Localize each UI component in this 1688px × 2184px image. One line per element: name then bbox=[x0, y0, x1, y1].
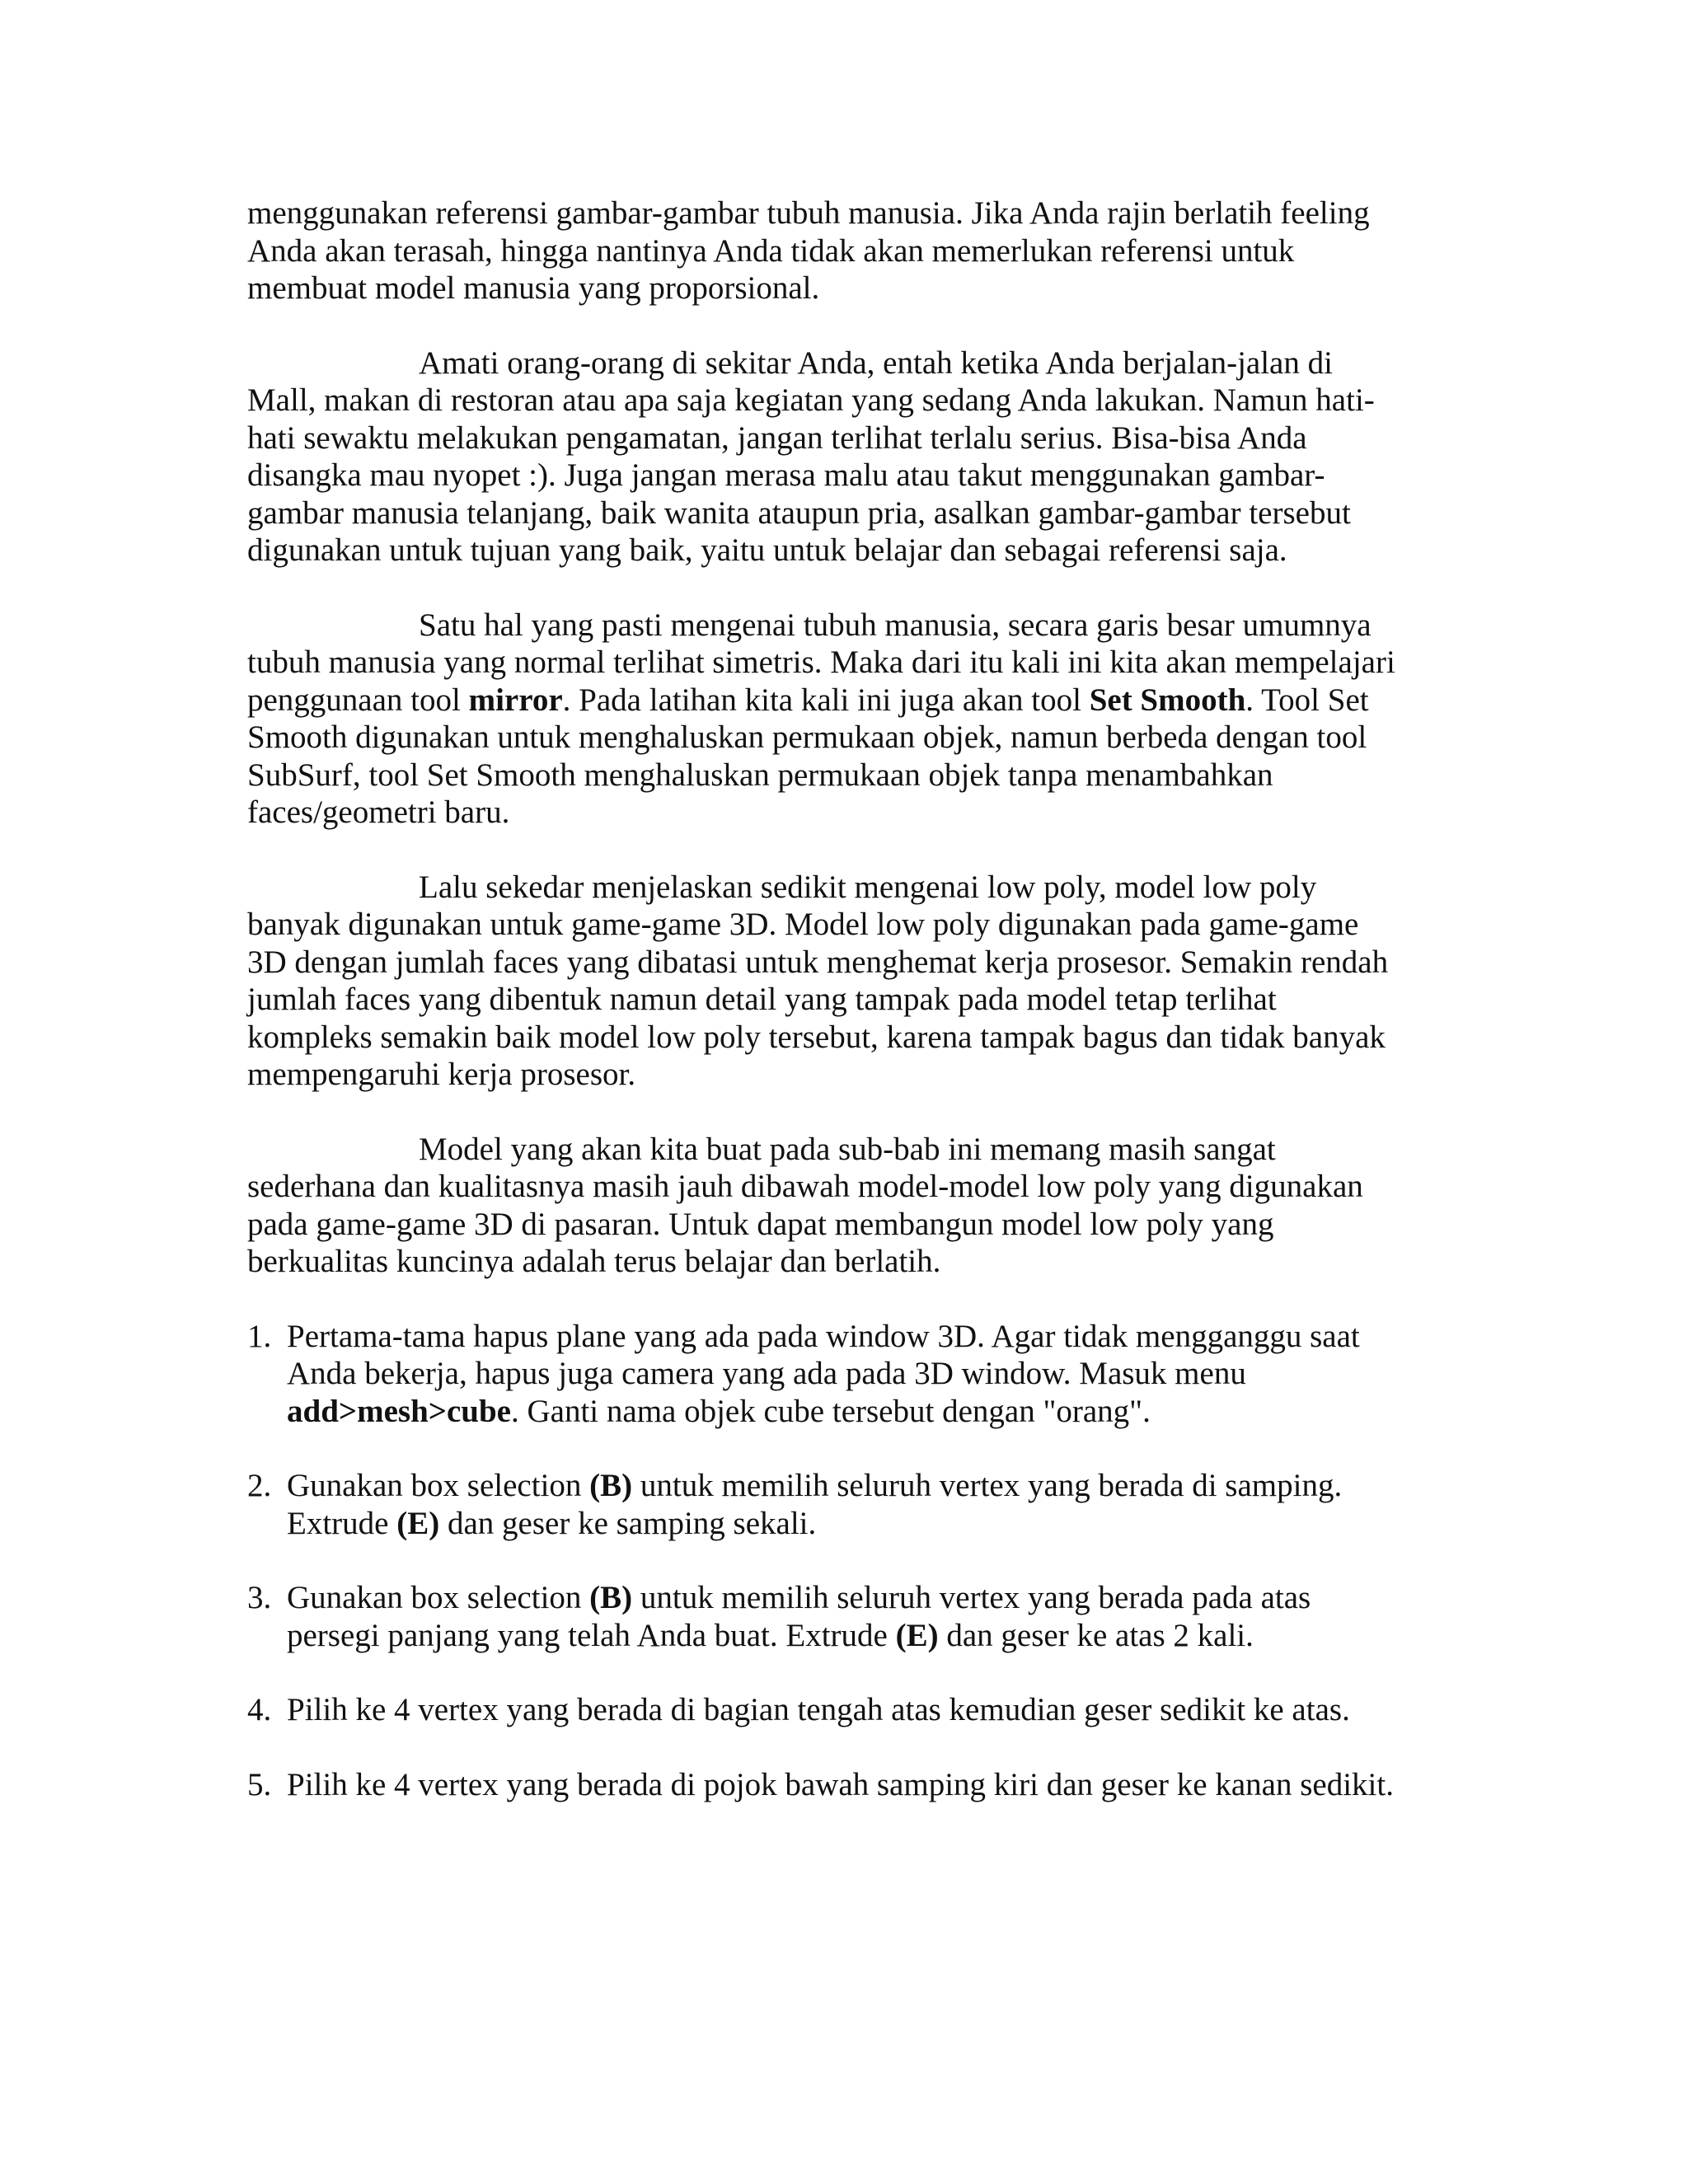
text-line: mempengaruhi kerja prosesor. bbox=[247, 1057, 636, 1092]
text-run: untuk memilih seluruh vertex yang berada di samping. bbox=[632, 1468, 1343, 1503]
text-line: jumlah faces yang dibentuk namun detail yang tampak pada model tetap terlihat bbox=[247, 982, 1277, 1017]
text-line: SubSurf, tool Set Smooth menghaluskan permukaan objek tanpa menambahkan bbox=[247, 757, 1273, 793]
bold-term: add>mesh>cube bbox=[287, 1393, 511, 1429]
text-line: Amati orang-orang di sekitar Anda, entah ketika Anda berjalan-jalan di bbox=[419, 344, 1333, 381]
text-line: Smooth digunakan untuk menghaluskan permukaan objek, namun berbeda dengan tool bbox=[247, 719, 1367, 755]
list-item bbox=[247, 1318, 1442, 1431]
list-number: 1. bbox=[247, 1318, 272, 1354]
list-number: 2. bbox=[247, 1468, 272, 1503]
text-line bbox=[287, 1617, 1442, 1655]
text-line: pada game-game 3D di pasaran. Untuk dapat membangun model low poly yang bbox=[247, 1206, 1274, 1242]
text-line: digunakan untuk tujuan yang baik, yaitu untuk belajar dan sebagai referensi saja. bbox=[247, 532, 1287, 568]
text-line: Lalu sekedar menjelaskan sedikit mengenai low poly, model low poly bbox=[419, 869, 1317, 905]
list-item bbox=[247, 1467, 1442, 1542]
text-line: banyak digunakan untuk game-game 3D. Model low poly digunakan pada game-game bbox=[247, 907, 1359, 942]
text-line bbox=[287, 1505, 1442, 1543]
text-line: Pertama-tama hapus plane yang ada pada window 3D. Agar tidak mengganggu saat bbox=[287, 1318, 1360, 1354]
text-line: Anda bekerja, hapus juga camera yang ada pada 3D window. Masuk menu bbox=[287, 1356, 1246, 1391]
text-run: penggunaan tool bbox=[247, 682, 469, 718]
bold-term: (E) bbox=[396, 1505, 440, 1541]
paragraph bbox=[247, 194, 1442, 307]
text-line bbox=[247, 682, 1442, 719]
text-line: Model yang akan kita buat pada sub-bab ini memang masih sangat bbox=[419, 1131, 1276, 1167]
list-item bbox=[247, 1691, 1442, 1729]
list-item bbox=[247, 1579, 1442, 1654]
text-line: menggunakan referensi gambar-gambar tubuh manusia. Jika Anda rajin berlatih feeling bbox=[247, 195, 1370, 231]
bold-term: (B) bbox=[589, 1468, 633, 1503]
bold-term: (B) bbox=[589, 1580, 633, 1615]
text-line: Pilih ke 4 vertex yang berada di pojok bawah samping kiri dan geser ke kanan sedikit. bbox=[287, 1766, 1394, 1802]
text-run: Gunakan box selection bbox=[287, 1468, 590, 1503]
text-line: hati sewaktu melakukan pengamatan, jangan terlihat terlalu serius. Bisa-bisa Anda bbox=[247, 419, 1307, 456]
text-line: kompleks semakin baik model low poly tersebut, karena tampak bagus dan tidak banyak bbox=[247, 1019, 1386, 1055]
text-line bbox=[287, 1393, 1442, 1431]
text-line: disangka mau nyopet :). Juga jangan merasa malu atau takut menggunakan gambar- bbox=[247, 457, 1325, 493]
text-run: . Tool Set bbox=[1245, 682, 1369, 718]
paragraph bbox=[247, 344, 1442, 569]
text-line bbox=[287, 1467, 1442, 1505]
text-line: sederhana dan kualitasnya masih jauh dibawah model-model low poly yang digunakan bbox=[247, 1169, 1363, 1204]
list-item bbox=[247, 1766, 1442, 1804]
document-body bbox=[247, 194, 1442, 1840]
text-run: persegi panjang yang telah Anda buat. Extrude bbox=[287, 1617, 896, 1653]
text-run: Extrude bbox=[287, 1505, 397, 1541]
text-line: membuat model manusia yang proporsional. bbox=[247, 270, 820, 306]
text-run: untuk memilih seluruh vertex yang berada pada atas bbox=[632, 1580, 1311, 1615]
bold-term: mirror bbox=[468, 682, 563, 718]
text-line: faces/geometri baru. bbox=[247, 794, 510, 830]
paragraph bbox=[247, 869, 1442, 1094]
paragraph bbox=[247, 1131, 1442, 1281]
steps-list bbox=[247, 1318, 1442, 1804]
text-line: 3D dengan jumlah faces yang dibatasi untuk menghemat kerja prosesor. Semakin rendah bbox=[247, 944, 1389, 980]
text-line: berkualitas kuncinya adalah terus belajar dan berlatih. bbox=[247, 1244, 941, 1279]
text-run: dan geser ke samping sekali. bbox=[439, 1505, 817, 1541]
text-line bbox=[287, 1579, 1442, 1617]
bold-term: (E) bbox=[895, 1617, 939, 1653]
text-line: Anda akan terasah, hingga nantinya Anda tidak akan memerlukan referensi untuk bbox=[247, 232, 1295, 269]
list-number: 4. bbox=[247, 1692, 272, 1727]
text-run: . Ganti nama objek cube tersebut dengan "orang". bbox=[511, 1393, 1151, 1429]
paragraph bbox=[247, 607, 1442, 832]
text-run: dan geser ke atas 2 kali. bbox=[938, 1617, 1254, 1653]
list-number: 3. bbox=[247, 1580, 272, 1615]
text-line: tubuh manusia yang normal terlihat simetris. Maka dari itu kali ini kita akan mempelajari bbox=[247, 644, 1395, 680]
list-number: 5. bbox=[247, 1766, 272, 1802]
bold-term: Set Smooth bbox=[1089, 682, 1246, 718]
text-line: Mall, makan di restoran atau apa saja kegiatan yang sedang Anda lakukan. Namun hati- bbox=[247, 382, 1375, 418]
text-line: gambar manusia telanjang, baik wanita ataupun pria, asalkan gambar-gambar tersebut bbox=[247, 494, 1351, 531]
text-line: Pilih ke 4 vertex yang berada di bagian tengah atas kemudian geser sedikit ke atas. bbox=[287, 1692, 1350, 1727]
text-run: Gunakan box selection bbox=[287, 1580, 590, 1615]
text-run: . Pada latihan kita kali ini juga akan tool bbox=[562, 682, 1090, 718]
text-line: Satu hal yang pasti mengenai tubuh manusia, secara garis besar umumnya bbox=[419, 607, 1372, 643]
